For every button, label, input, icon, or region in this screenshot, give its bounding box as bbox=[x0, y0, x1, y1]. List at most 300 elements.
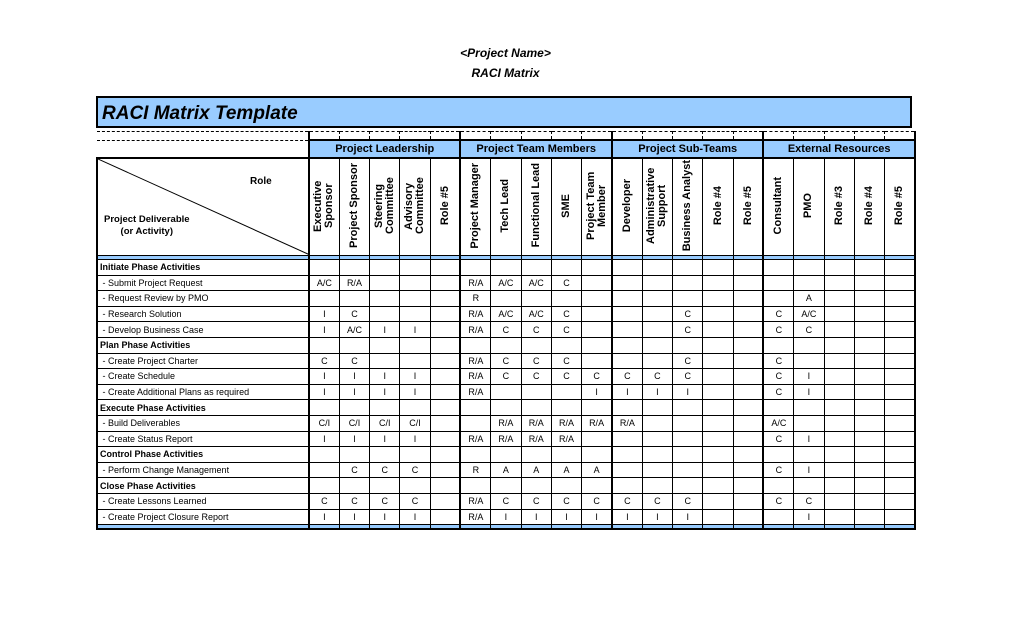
raci-cell bbox=[582, 322, 612, 338]
raci-cell bbox=[673, 462, 703, 478]
raci-cell bbox=[521, 447, 551, 463]
raci-cell: I bbox=[794, 509, 824, 525]
raci-cell bbox=[370, 337, 400, 353]
activity-label: - Create Additional Plans as required bbox=[97, 384, 309, 400]
raci-cell bbox=[491, 447, 521, 463]
raci-cell: I bbox=[370, 369, 400, 385]
raci-cell bbox=[370, 447, 400, 463]
raci-cell bbox=[824, 509, 854, 525]
raci-cell bbox=[400, 306, 430, 322]
spacer-cell bbox=[612, 132, 642, 141]
band-cell bbox=[885, 525, 915, 530]
raci-cell bbox=[521, 291, 551, 307]
activity-row bbox=[97, 431, 915, 447]
raci-cell: I bbox=[400, 509, 430, 525]
spacer-cell bbox=[763, 132, 793, 141]
raci-cell bbox=[612, 337, 642, 353]
raci-cell bbox=[642, 431, 672, 447]
raci-cell bbox=[460, 415, 490, 431]
raci-cell bbox=[430, 415, 460, 431]
raci-cell: I bbox=[370, 384, 400, 400]
band-cell bbox=[824, 525, 854, 530]
raci-cell bbox=[673, 291, 703, 307]
raci-cell bbox=[370, 306, 400, 322]
raci-cell: C bbox=[339, 462, 369, 478]
raci-cell: A bbox=[491, 462, 521, 478]
raci-cell bbox=[400, 478, 430, 494]
raci-cell bbox=[491, 400, 521, 416]
raci-cell: C bbox=[551, 353, 581, 369]
raci-cell bbox=[673, 337, 703, 353]
raci-cell bbox=[763, 509, 793, 525]
raci-cell: C bbox=[521, 353, 551, 369]
raci-cell bbox=[885, 431, 915, 447]
raci-cell bbox=[703, 337, 733, 353]
raci-cell bbox=[491, 337, 521, 353]
role-name: Role #4 bbox=[711, 185, 724, 226]
raci-cell bbox=[703, 493, 733, 509]
raci-cell: C/I bbox=[309, 415, 339, 431]
raci-cell: I bbox=[309, 306, 339, 322]
raci-cell: C bbox=[763, 322, 793, 338]
raci-cell: C bbox=[339, 306, 369, 322]
band-cell bbox=[460, 525, 490, 530]
group-header-blank bbox=[97, 140, 309, 158]
raci-cell bbox=[703, 415, 733, 431]
raci-cell: I bbox=[794, 369, 824, 385]
raci-cell: A/C bbox=[521, 275, 551, 291]
raci-cell bbox=[794, 400, 824, 416]
raci-cell bbox=[763, 337, 793, 353]
raci-cell bbox=[854, 260, 884, 276]
role-deliverable-corner bbox=[97, 158, 309, 256]
raci-cell bbox=[612, 353, 642, 369]
role-name: Consultant bbox=[772, 176, 785, 235]
raci-cell: A/C bbox=[309, 275, 339, 291]
raci-cell: R/A bbox=[521, 415, 551, 431]
raci-cell: C bbox=[339, 353, 369, 369]
raci-cell bbox=[642, 478, 672, 494]
raci-cell: C bbox=[491, 493, 521, 509]
raci-cell bbox=[885, 462, 915, 478]
raci-cell: C bbox=[370, 493, 400, 509]
raci-cell bbox=[612, 462, 642, 478]
raci-cell bbox=[733, 462, 763, 478]
phase-section-row bbox=[97, 478, 915, 494]
activity-label: - Submit Project Request bbox=[97, 275, 309, 291]
raci-cell: C bbox=[582, 369, 612, 385]
raci-cell bbox=[733, 431, 763, 447]
raci-cell bbox=[400, 260, 430, 276]
raci-cell bbox=[824, 400, 854, 416]
role-header-cell bbox=[885, 158, 915, 256]
raci-cell bbox=[430, 322, 460, 338]
raci-cell bbox=[854, 322, 884, 338]
raci-cell: R/A bbox=[551, 431, 581, 447]
raci-cell bbox=[854, 493, 884, 509]
raci-cell bbox=[430, 478, 460, 494]
spacer-cell bbox=[521, 132, 551, 141]
role-header-cell bbox=[854, 158, 884, 256]
role-name: Business Analyst bbox=[681, 159, 694, 252]
raci-cell bbox=[794, 275, 824, 291]
role-name: Role #5 bbox=[438, 185, 451, 226]
group-header-project-leadership: Project Leadership bbox=[309, 140, 460, 158]
activity-row bbox=[97, 415, 915, 431]
raci-cell bbox=[551, 291, 581, 307]
raci-cell bbox=[703, 447, 733, 463]
raci-cell bbox=[673, 415, 703, 431]
raci-cell: C bbox=[521, 322, 551, 338]
spacer-cell bbox=[460, 132, 490, 141]
raci-cell bbox=[370, 478, 400, 494]
raci-cell bbox=[430, 275, 460, 291]
raci-cell bbox=[309, 462, 339, 478]
raci-cell: C bbox=[763, 462, 793, 478]
role-name: Role #3 bbox=[832, 185, 845, 226]
raci-cell: C bbox=[521, 493, 551, 509]
raci-cell bbox=[703, 306, 733, 322]
raci-cell bbox=[733, 275, 763, 291]
band-cell bbox=[642, 525, 672, 530]
raci-cell bbox=[339, 478, 369, 494]
raci-cell: C bbox=[400, 493, 430, 509]
raci-cell bbox=[460, 400, 490, 416]
raci-cell bbox=[460, 260, 490, 276]
activity-label: - Create Project Closure Report bbox=[97, 509, 309, 525]
band-cell bbox=[309, 525, 339, 530]
role-name: Steering Committee bbox=[372, 177, 396, 234]
raci-cell bbox=[400, 337, 430, 353]
raci-cell bbox=[885, 478, 915, 494]
raci-cell: C bbox=[612, 369, 642, 385]
raci-cell bbox=[763, 260, 793, 276]
raci-cell bbox=[430, 260, 460, 276]
raci-cell bbox=[733, 478, 763, 494]
footer-band bbox=[97, 525, 915, 530]
activity-label: - Create Lessons Learned bbox=[97, 493, 309, 509]
raci-cell bbox=[582, 353, 612, 369]
raci-cell bbox=[824, 260, 854, 276]
raci-cell: I bbox=[400, 431, 430, 447]
raci-cell bbox=[733, 509, 763, 525]
raci-cell: C bbox=[763, 369, 793, 385]
raci-cell: I bbox=[642, 384, 672, 400]
raci-cell bbox=[491, 478, 521, 494]
raci-cell bbox=[733, 337, 763, 353]
raci-cell bbox=[309, 337, 339, 353]
raci-cell: C bbox=[763, 384, 793, 400]
raci-cell: C bbox=[339, 493, 369, 509]
phase-label: Plan Phase Activities bbox=[97, 337, 309, 353]
raci-cell bbox=[733, 260, 763, 276]
raci-cell: R/A bbox=[460, 431, 490, 447]
raci-cell bbox=[582, 431, 612, 447]
raci-cell bbox=[491, 384, 521, 400]
raci-cell: C bbox=[763, 353, 793, 369]
raci-cell bbox=[460, 337, 490, 353]
raci-cell bbox=[370, 291, 400, 307]
raci-cell: I bbox=[582, 384, 612, 400]
raci-cell bbox=[885, 353, 915, 369]
raci-cell: C bbox=[370, 462, 400, 478]
raci-cell: A bbox=[521, 462, 551, 478]
raci-cell bbox=[824, 337, 854, 353]
role-name: Executive Sponsor bbox=[312, 179, 336, 232]
role-header-cell bbox=[400, 158, 430, 256]
raci-cell: I bbox=[521, 509, 551, 525]
raci-cell bbox=[642, 337, 672, 353]
raci-cell bbox=[370, 260, 400, 276]
role-name: Tech Lead bbox=[499, 178, 512, 233]
activity-row bbox=[97, 493, 915, 509]
raci-cell bbox=[733, 384, 763, 400]
raci-cell bbox=[612, 322, 642, 338]
band-cell bbox=[854, 525, 884, 530]
raci-cell: C bbox=[551, 306, 581, 322]
raci-cell bbox=[491, 291, 521, 307]
raci-cell: A/C bbox=[491, 306, 521, 322]
group-header-project-team-members: Project Team Members bbox=[460, 140, 611, 158]
raci-cell bbox=[824, 478, 854, 494]
activity-row bbox=[97, 462, 915, 478]
raci-cell bbox=[854, 384, 884, 400]
raci-cell: C bbox=[309, 493, 339, 509]
raci-cell bbox=[460, 478, 490, 494]
raci-cell bbox=[763, 478, 793, 494]
raci-cell: C bbox=[400, 462, 430, 478]
raci-cell bbox=[794, 353, 824, 369]
raci-cell: A bbox=[582, 462, 612, 478]
raci-cell bbox=[309, 260, 339, 276]
role-header-cell bbox=[612, 158, 642, 256]
raci-cell: R bbox=[460, 291, 490, 307]
raci-cell: C bbox=[551, 369, 581, 385]
role-name: Functional Lead bbox=[529, 163, 542, 248]
raci-cell: C bbox=[582, 493, 612, 509]
raci-cell bbox=[430, 462, 460, 478]
role-name: Developer bbox=[620, 178, 633, 233]
raci-cell bbox=[733, 369, 763, 385]
raci-cell bbox=[763, 447, 793, 463]
role-header-cell bbox=[370, 158, 400, 256]
raci-cell bbox=[824, 431, 854, 447]
spacer-cell bbox=[824, 132, 854, 141]
raci-cell: R/A bbox=[582, 415, 612, 431]
raci-cell bbox=[521, 478, 551, 494]
raci-cell bbox=[551, 400, 581, 416]
raci-cell bbox=[642, 306, 672, 322]
band-cell bbox=[703, 525, 733, 530]
raci-cell bbox=[400, 400, 430, 416]
activity-label: - Develop Business Case bbox=[97, 322, 309, 338]
activity-label: - Create Project Charter bbox=[97, 353, 309, 369]
raci-cell: R/A bbox=[460, 369, 490, 385]
role-name: Role #4 bbox=[862, 185, 875, 226]
raci-cell bbox=[642, 415, 672, 431]
phase-label: Close Phase Activities bbox=[97, 478, 309, 494]
raci-cell bbox=[794, 260, 824, 276]
raci-cell bbox=[642, 291, 672, 307]
spacer-cell bbox=[703, 132, 733, 141]
raci-cell bbox=[430, 493, 460, 509]
raci-cell bbox=[400, 353, 430, 369]
raci-cell bbox=[824, 322, 854, 338]
raci-cell bbox=[733, 306, 763, 322]
raci-cell bbox=[612, 306, 642, 322]
role-header-cell bbox=[673, 158, 703, 256]
raci-cell: I bbox=[339, 369, 369, 385]
raci-cell bbox=[885, 260, 915, 276]
raci-cell bbox=[430, 384, 460, 400]
spacer-cell bbox=[491, 132, 521, 141]
spacer-cell bbox=[733, 132, 763, 141]
raci-cell: C bbox=[491, 322, 521, 338]
raci-cell bbox=[339, 400, 369, 416]
raci-cell: C bbox=[763, 493, 793, 509]
raci-cell: C bbox=[673, 493, 703, 509]
activity-row bbox=[97, 275, 915, 291]
spacer-cell bbox=[97, 132, 309, 141]
band-cell bbox=[673, 525, 703, 530]
raci-cell: I bbox=[642, 509, 672, 525]
raci-cell bbox=[854, 509, 884, 525]
activity-label: - Build Deliverables bbox=[97, 415, 309, 431]
spacer-cell bbox=[885, 132, 915, 141]
raci-cell bbox=[854, 415, 884, 431]
spacer-cell bbox=[673, 132, 703, 141]
raci-cell bbox=[339, 337, 369, 353]
activity-row bbox=[97, 369, 915, 385]
raci-cell bbox=[582, 447, 612, 463]
template-title-bar bbox=[96, 96, 912, 128]
raci-cell bbox=[885, 275, 915, 291]
role-name: PMO bbox=[802, 192, 815, 219]
raci-cell bbox=[733, 493, 763, 509]
raci-cell: I bbox=[794, 462, 824, 478]
activity-label: - Request Review by PMO bbox=[97, 291, 309, 307]
raci-cell bbox=[673, 275, 703, 291]
raci-cell bbox=[612, 275, 642, 291]
role-header-cell bbox=[460, 158, 490, 256]
role-header-cell bbox=[309, 158, 339, 256]
raci-cell bbox=[673, 400, 703, 416]
raci-cell bbox=[400, 447, 430, 463]
band-cell bbox=[97, 525, 309, 530]
raci-cell: C bbox=[794, 493, 824, 509]
band-cell bbox=[763, 525, 793, 530]
activity-row bbox=[97, 384, 915, 400]
raci-cell: I bbox=[309, 509, 339, 525]
raci-cell: I bbox=[339, 431, 369, 447]
raci-cell bbox=[612, 400, 642, 416]
template-title: RACI Matrix Template bbox=[102, 103, 298, 124]
raci-cell: R/A bbox=[460, 275, 490, 291]
raci-cell bbox=[521, 384, 551, 400]
raci-cell bbox=[885, 384, 915, 400]
raci-cell bbox=[703, 509, 733, 525]
raci-cell: A bbox=[551, 462, 581, 478]
raci-cell: I bbox=[400, 384, 430, 400]
raci-cell bbox=[551, 337, 581, 353]
spacer-cell bbox=[854, 132, 884, 141]
role-header-cell bbox=[703, 158, 733, 256]
raci-cell: R/A bbox=[491, 415, 521, 431]
raci-cell: C bbox=[491, 369, 521, 385]
raci-cell bbox=[612, 260, 642, 276]
band-cell bbox=[612, 525, 642, 530]
raci-cell: C bbox=[763, 306, 793, 322]
raci-cell bbox=[854, 447, 884, 463]
role-header-cell bbox=[642, 158, 672, 256]
raci-cell bbox=[794, 478, 824, 494]
activity-row bbox=[97, 306, 915, 322]
band-cell bbox=[400, 525, 430, 530]
raci-cell bbox=[673, 478, 703, 494]
raci-cell bbox=[885, 509, 915, 525]
raci-cell bbox=[400, 291, 430, 307]
raci-cell bbox=[430, 369, 460, 385]
raci-cell bbox=[673, 431, 703, 447]
group-header-external-resources: External Resources bbox=[763, 140, 914, 158]
raci-cell bbox=[339, 291, 369, 307]
raci-cell bbox=[703, 291, 733, 307]
raci-cell bbox=[733, 291, 763, 307]
role-header-cell bbox=[521, 158, 551, 256]
raci-cell: C bbox=[551, 275, 581, 291]
raci-cell bbox=[733, 322, 763, 338]
role-name: Role #5 bbox=[741, 185, 754, 226]
raci-cell bbox=[612, 478, 642, 494]
phase-section-row bbox=[97, 447, 915, 463]
raci-cell bbox=[733, 447, 763, 463]
spacer-cell bbox=[794, 132, 824, 141]
role-name: Advisory Committee bbox=[403, 177, 427, 234]
raci-cell: I bbox=[491, 509, 521, 525]
role-header-cell bbox=[763, 158, 793, 256]
raci-cell bbox=[824, 493, 854, 509]
raci-cell bbox=[430, 509, 460, 525]
raci-cell bbox=[763, 291, 793, 307]
raci-cell bbox=[309, 478, 339, 494]
raci-cell bbox=[309, 400, 339, 416]
raci-cell bbox=[794, 337, 824, 353]
role-name: Role #5 bbox=[893, 185, 906, 226]
raci-cell bbox=[582, 291, 612, 307]
raci-cell: C bbox=[521, 369, 551, 385]
raci-cell: C bbox=[309, 353, 339, 369]
raci-matrix-subtitle: RACI Matrix bbox=[471, 66, 540, 80]
raci-cell: R/A bbox=[551, 415, 581, 431]
band-cell bbox=[521, 525, 551, 530]
raci-cell bbox=[885, 291, 915, 307]
raci-cell bbox=[703, 400, 733, 416]
raci-cell bbox=[612, 447, 642, 463]
raci-cell: R/A bbox=[460, 509, 490, 525]
raci-cell bbox=[642, 260, 672, 276]
raci-cell bbox=[612, 431, 642, 447]
role-axis-label: Role bbox=[250, 176, 272, 187]
corner-diagonal-line bbox=[98, 159, 309, 256]
raci-cell bbox=[642, 462, 672, 478]
raci-cell: R/A bbox=[491, 431, 521, 447]
raci-cell bbox=[582, 400, 612, 416]
raci-cell bbox=[824, 447, 854, 463]
raci-cell: C bbox=[551, 322, 581, 338]
raci-cell bbox=[430, 291, 460, 307]
raci-cell bbox=[885, 493, 915, 509]
raci-cell bbox=[400, 275, 430, 291]
